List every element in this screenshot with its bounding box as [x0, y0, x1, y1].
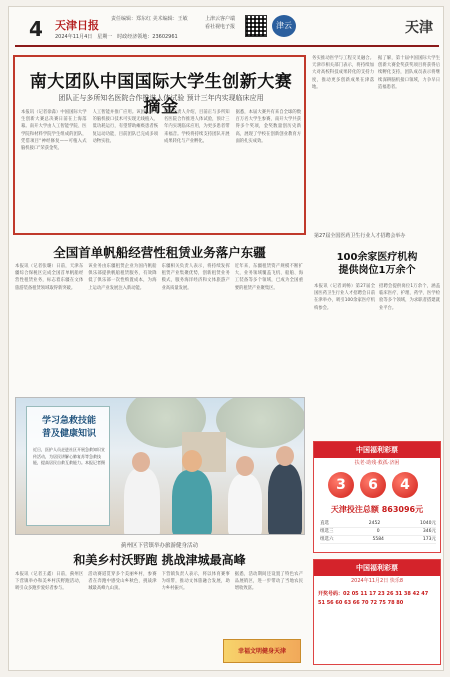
lead-story[interactable]: [13, 55, 306, 235]
lead-body: [21, 109, 301, 231]
lottery-balls: [328, 472, 418, 498]
lottery-header: 中国福利彩票: [314, 442, 440, 458]
lottery-prize-table: [320, 520, 436, 544]
story2-column-2: 该业务由东疆租赁企业为国内帆船俱乐部提供帆船租赁服务，有效降低了俱乐部一次性购置成本，为海上运动产业发展注入新动能。: [88, 264, 157, 291]
right-top-column-2: 据了解，第十届中国国际大学生创新大赛金奖获奖项目将获得后续孵化支持，团队成员表示将继续深耕脑机接口领域，力争早日造福患者。: [378, 56, 440, 90]
participant-head: [276, 446, 294, 466]
issue-date: 2024年11月4日 星期一 时政经济领地：23602961: [55, 34, 178, 40]
app-logo: 津云: [272, 15, 296, 37]
lottery-numbers: 开奖号码：02 05 11 17 23 26 31 38 42 47 51 56 60 63 66 70 72 75 78 80: [318, 591, 429, 606]
right-story-column-2: 招聘会提供岗位1万余个，涵盖临床医疗、护理、药学、医学检验等多个领域，为求职者搭建就业平台。: [379, 284, 440, 311]
editor-info: 责任编辑：郑东红 美术编辑：王敏: [111, 16, 188, 22]
lead-column-2: 人工智能并推广应用。该团队研究的脑机接口技术可实现无线植入、低功耗运行，有望帮助瘫痪患者恢复运动功能，目前团队已完成多项动物实验。: [92, 110, 158, 144]
masthead: [9, 7, 444, 47]
lead-subheadline: 团队正与多所知名医院合作推进人体试验 预计三年内实现临床应用: [58, 94, 264, 102]
mannequin-head: [182, 450, 202, 472]
tree-shape: [216, 397, 305, 448]
lead-headline[interactable]: 南大团队中国国际大学生创新大赛摘金: [29, 72, 293, 117]
prize-name: 组选六: [320, 537, 334, 542]
story2-column-4: 近年来，东疆租赁资产规模不断扩大，业务领域覆盖飞机、船舶、海工装备等多个领域，已成为全国重要的租赁产业聚集区。: [234, 264, 303, 291]
prize-amount: 346元: [422, 529, 436, 534]
story3-column-4: 据悉，活动期间还设置了特色农产品展销区，进一步带动了当地农民增收致富。: [234, 572, 303, 592]
lottery-total: 天津投注总额 863096元: [330, 505, 424, 514]
story3-column-3: 下营镇负责人表示，将以体育赛事为纽带，推动文体旅融合发展，助力乡村振兴。: [161, 572, 230, 592]
story2-body: [15, 263, 303, 391]
lottery-ad-kl8[interactable]: [313, 559, 441, 665]
story3-kicker: 蓟州区下营镇举办旅游健身活动: [120, 543, 198, 549]
right-story-column-1: 本报讯（记者刘畅）第27届全国医药卫生行业人才招聘会日前在津举办，吸引100余家医疗机构参会。: [314, 284, 375, 311]
table-row: [320, 536, 436, 544]
lead-column-1: 本报讯（记者徐淼）中国国际大学生创新大赛总决赛日前在上海落幕。南开大学由人工智能学院、医学院和材料学院学生组成的团队，凭借项目“神经修复——可植入式脑机接口”荣获金奖。: [21, 110, 87, 152]
app-promo-text: 上津云客户端 看社视电子报: [205, 16, 236, 30]
right-story-kicker: 第27届全国医药卫生行业人才招聘会举办: [314, 233, 406, 239]
prize-amount: 173元: [422, 537, 436, 542]
news-photo[interactable]: [15, 397, 305, 535]
story3-headline[interactable]: 和美乡村沃野跑 挑战津城最高峰: [73, 553, 246, 567]
prize-name: 组选三: [320, 529, 334, 534]
lottery-ad-3d[interactable]: [313, 441, 441, 553]
medic-head: [132, 452, 150, 472]
lottery-ads: [313, 441, 441, 667]
page-number: 4: [29, 17, 43, 41]
prize-amount: 1040元: [420, 521, 436, 526]
right-story-headline[interactable]: 100余家医疗机构 提供岗位1万余个: [336, 252, 418, 276]
medic-figure: [124, 468, 160, 535]
lead-column-3: 团队负责人介绍，目前正与多所知名医院合作推进人体试验，预计三年内实现临床应用，为更多患者带来福音。学校将持续支持团队开展成果转化与产业孵化。: [164, 110, 230, 144]
lottery-ball: 6: [360, 472, 386, 498]
qr-code-icon: [245, 15, 267, 37]
lottery-ball: 3: [328, 472, 354, 498]
lottery-draw-date: 2024年11月2日 快乐8: [350, 578, 404, 584]
prize-name: 直选: [320, 521, 329, 526]
photo-caption-title: 学习急救技能 普及健康知识: [41, 416, 96, 439]
prize-count: 0: [376, 529, 380, 534]
table-row: [320, 520, 436, 528]
prize-count: 2452: [368, 521, 381, 526]
participant-figure: [228, 474, 262, 535]
right-top-column-1: 务实推动医学与工程交叉融合。天津市相关部门表示，将持续加大对高校科技成果转化的支持力度，推动更多创新成果在津落地。: [312, 56, 374, 90]
table-row: [320, 528, 436, 536]
lottery-header: 中国福利彩票: [314, 560, 440, 576]
story2-headline[interactable]: 全国首单帆船经营性租赁业务落户东疆: [53, 245, 266, 260]
paper-name: 天津日报: [55, 19, 99, 32]
story3-column-2: 活动赛道贯穿多个美丽乡村，参赛者在奔跑中感受山乡秋色，挑战津城最高峰九山顶。: [88, 572, 157, 592]
story3-column-1: 本报讯（记者王鑫）日前，蓟州区下营镇举办和美乡村沃野跑活动，吸引众多跑步爱好者参与。: [15, 572, 84, 592]
lead-column-4: 据悉，本届大赛共有来自全球的数百万名大学生参赛，南开大学共获得多个奖项，金奖数量创历史新高，展现了学校在创新创业教育方面的扎实成效。: [235, 110, 301, 144]
ad-banner[interactable]: 幸福文明健身天津: [223, 639, 301, 663]
participant-figure: [268, 464, 302, 535]
participant-head: [236, 456, 254, 476]
lottery-slogan: 扶老·助残·救孤·济困: [354, 460, 400, 466]
photo-caption-box: [26, 406, 110, 526]
photo-caption-text: 近日，医护人员走进社区开展急救知识宣传活动，为居民讲解心肺复苏等急救技能，提高居民自救互救能力。本报记者摄: [33, 447, 105, 465]
right-column-continuation: [312, 55, 440, 225]
section-name: 天津: [405, 20, 433, 36]
right-story-body: [314, 283, 440, 435]
newspaper-page: [8, 6, 444, 671]
lottery-ball: 4: [392, 472, 418, 498]
story2-column-3: 东疆相关负责人表示，将持续发挥租赁产业集聚优势，创新租赁业务模式，服务海洋经济和文体旅游产业高质量发展。: [161, 264, 230, 291]
masthead-rule: [15, 45, 439, 47]
mannequin-figure: [172, 470, 212, 535]
prize-count: 5584: [372, 537, 384, 542]
story2-column-1: 本报讯（记者张璐）日前，天津东疆综合保税区完成全国首单帆船经营性租赁业务，标志着东疆在文体旅游装备租赁领域取得新突破。: [15, 264, 84, 291]
